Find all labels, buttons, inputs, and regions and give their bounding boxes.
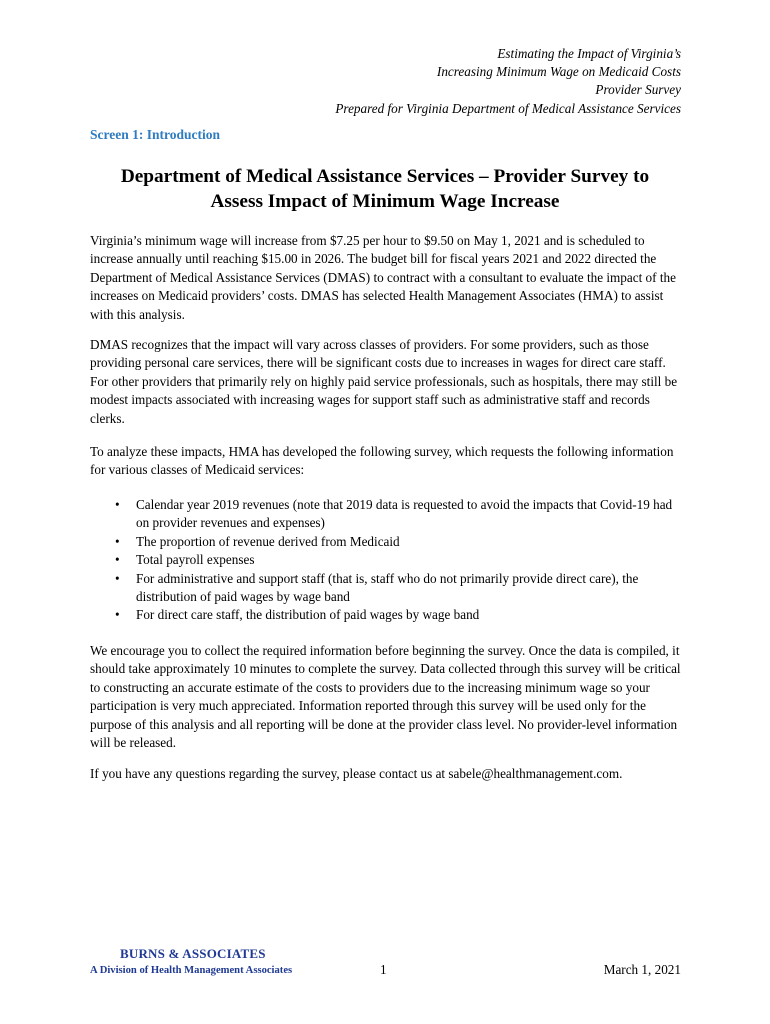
bullet-icon: • bbox=[115, 570, 120, 586]
footer-date: March 1, 2021 bbox=[603, 962, 681, 977]
title-line-2: Assess Impact of Minimum Wage Increase bbox=[210, 191, 560, 212]
footer-division: A Division of Health Management Associates bbox=[90, 965, 293, 976]
intro-paragraph: Virginia’s minimum wage will increase from $7.25 per hour to $9.50 on May 1, 2021 and is scheduled to increase annually until reaching $15.00 in 2026. The budget bill for fiscal years 2021 and 2022 directed the Department of Medical Assistance Services (DMAS) to contract with a consultant to evaluate the impact of the increases on Medicaid providers’ costs. DMAS has selected Health Management Associates (HMA) to assist with this analysis. bbox=[90, 233, 676, 322]
footer-brand-logo: BURNS & ASSOCIATES bbox=[120, 946, 266, 961]
header-line-2: Increasing Minimum Wage on Medicaid Costs bbox=[436, 64, 681, 80]
analyze-paragraph: To analyze these impacts, HMA has developed the following survey, which requests the following information for various classes of Medicaid services: bbox=[90, 444, 674, 478]
header-line-4: Prepared for Virginia Department of Medical Assistance Services bbox=[335, 100, 681, 116]
contact-paragraph: If you have any questions regarding the survey, please contact us at sabele@healthmanagement.com. bbox=[90, 766, 623, 781]
title-line-1: Department of Medical Assistance Services – Provider Survey to bbox=[120, 166, 650, 187]
list-item: • Total payroll expenses bbox=[90, 551, 684, 569]
bullet-icon: • bbox=[115, 552, 120, 568]
list-item: • The proportion of revenue derived from Medicaid bbox=[90, 533, 684, 551]
page-number: 1 bbox=[380, 962, 387, 977]
list-item: • For direct care staff, the distribution of paid wages by wage band bbox=[90, 606, 684, 624]
list-item: • For administrative and support staff (that is, staff who do not primarily provide direct care), the distribution of paid wages by wage band bbox=[115, 570, 639, 605]
running-header bbox=[335, 45, 681, 118]
list-item: • Calendar year 2019 revenues (note that 2019 data is requested to avoid the impacts that Covid-19 had on provider revenues and expenses) bbox=[115, 497, 673, 531]
document-title bbox=[90, 164, 680, 214]
bullet-icon: • bbox=[115, 533, 120, 549]
impact-paragraph: DMAS recognizes that the impact will vary across classes of providers. For some providers, such as those providing personal care services, there will be significant costs due to increases in wages for direct care staff. For other providers that primarily rely on highly paid service professionals, such as hospitals, there may still be modest impacts associated with increasing wages for support staff such as administrative staff and records clerks. bbox=[90, 337, 678, 426]
requested-info-list bbox=[90, 496, 684, 625]
bullet-icon: • bbox=[115, 607, 120, 623]
screen-label: Screen 1: Introduction bbox=[90, 127, 221, 142]
header-line-1: Estimating the Impact of Virginia’s bbox=[497, 46, 681, 61]
encourage-paragraph: We encourage you to collect the required information before beginning the survey. Once the data is compiled, it should take approximately 10 minutes to complete the survey. Data collected through this survey will be critical to constructing an accurate estimate of the costs to providers due to the increasing minimum wage so your participation is very much appreciated. Information reported through this survey will be used only for the purpose of this analysis and all reporting will be done at the provider class level. No provider-level information will be released. bbox=[90, 643, 681, 751]
bullet-icon: • bbox=[115, 497, 120, 512]
header-line-3: Provider Survey bbox=[595, 82, 681, 98]
